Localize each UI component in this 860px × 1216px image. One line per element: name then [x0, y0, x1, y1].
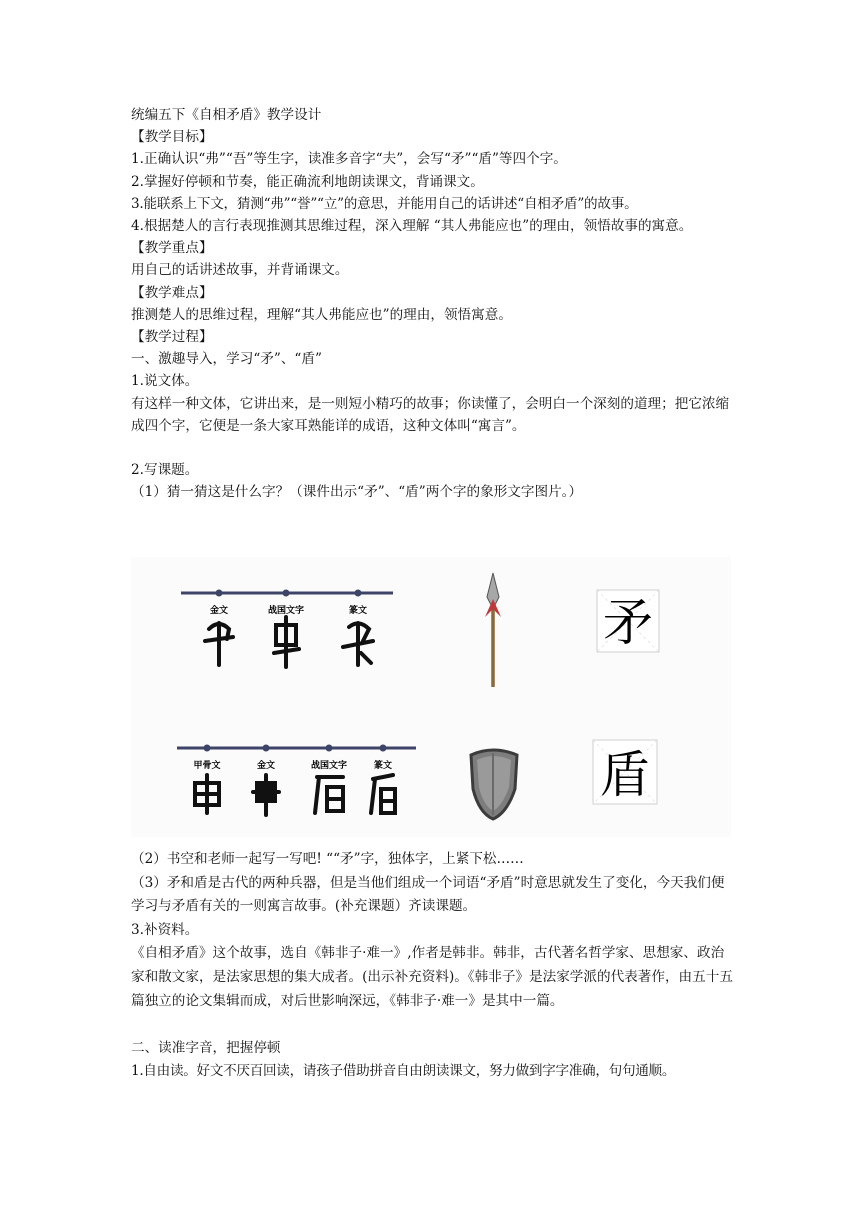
s1-step2-title: 2.写课题。	[131, 462, 199, 479]
s1-step3-text: 《自相矛盾》这个故事，选自《韩非子·难一》,作者是韩非。韩非，古代著名哲学家、思想家、政治家和散文家，是法家思想的集大成者。(出示补充资料)。《韩非子》是法家学派的代表著作，由五十五篇独立的论文集辑而成，对后世影响深远，《韩非子·难一》是其中一篇。	[131, 945, 733, 1009]
key-heading: 【教学重点】	[131, 240, 213, 257]
text-lower	[131, 848, 733, 1084]
section2-title: 二、读准字音，把握停顿	[131, 1039, 281, 1056]
mao-label-zhanguo: 战国文字	[267, 606, 305, 616]
s1-step1-text: 有这样一种文体，它讲出来，是一则短小精巧的故事；你读懂了，会明白一个深刻的道理；把它浓缩成四个字，它便是一条大家耳熟能详的成语，这种文体叫“寓言”。	[131, 395, 730, 434]
process-heading: 【教学过程】	[131, 329, 213, 346]
dun-ancient-glyphs-icon	[195, 775, 395, 815]
mao-label-zhuanwen: 篆文	[348, 606, 368, 616]
timeline-dot	[380, 745, 387, 752]
dun-label-zhuanwen: 篆文	[373, 761, 393, 771]
pictograph-illustration	[131, 557, 731, 837]
dun-label-zhanguo: 战国文字	[310, 761, 348, 771]
mao-ancient-glyphs-icon	[205, 617, 373, 667]
dun-label-jiaguwen: 甲骨文	[193, 761, 221, 771]
timeline-dot	[263, 745, 270, 752]
timeline-dot	[204, 745, 211, 752]
dun-label-jinwen: 金文	[256, 761, 276, 771]
section1-title: 一、激趣导入，学习“矛”、“盾”	[131, 351, 322, 368]
spear-icon	[485, 573, 501, 687]
doc-title: 统编五下《自相矛盾》教学设计	[131, 107, 322, 123]
blank-line	[131, 1013, 733, 1037]
timeline-dot	[283, 590, 290, 597]
goal-item-3: 3.能联系上下文，猜测“弗”“誉”“立”的意思，并能用自己的话讲述“自相矛盾”的故事。	[131, 195, 638, 212]
mao-label-jinwen: 金文	[209, 606, 229, 616]
timeline-dot	[216, 590, 223, 597]
s1-step3-title: 3.补资料。	[131, 921, 199, 938]
key-text: 用自己的话讲述故事，并背诵课文。	[131, 262, 349, 279]
blank-line	[131, 437, 733, 459]
text-upper	[131, 104, 733, 504]
goal-item-2: 2.掌握好停顿和节奏，能正确流利地朗读课文，背诵课文。	[131, 173, 484, 190]
dun-char: 盾	[600, 746, 650, 804]
s1-step1-title: 1.说文体。	[131, 373, 199, 390]
timeline-dot	[326, 745, 333, 752]
s2-step1-text: 1.自由读。好文不厌百回读，请孩子借助拼音自由朗读课文，努力做到字字准确，句句通顺。	[131, 1063, 676, 1080]
timeline-dot	[355, 590, 362, 597]
s1-step2-q1: （1）猜一猜这是什么字？（课件出示“矛”、“盾”两个字的象形文字图片。）	[131, 484, 583, 501]
shield-icon	[471, 750, 517, 819]
goal-item-1: 1.正确认识“弗”“吾”等生字，读准多音字“夫”，会写“矛”“盾”等四个字。	[131, 151, 567, 168]
mao-char: 矛	[603, 594, 653, 652]
s1-step2-q2: （2）书空和老师一起写一写吧! ““矛”字，独体字，上紧下松……	[131, 851, 524, 867]
difficulty-heading: 【教学难点】	[131, 284, 213, 301]
goals-heading: 【教学目标】	[131, 129, 213, 146]
goal-item-4: 4.根据楚人的言行表现推测其思维过程，深入理解 “其人弗能应也”的理由，领悟故事的寓意。	[131, 218, 693, 235]
mao-dun-figure	[131, 557, 731, 837]
difficulty-text: 推测楚人的思维过程，理解“其人弗能应也”的理由，领悟寓意。	[131, 306, 512, 323]
s1-step2-q3: （3）矛和盾是古代的两种兵器，但是当他们组成一个词语“矛盾”时意思就发生了变化，今天我们便学习与矛盾有关的一则寓言故事。(补充课题）齐读课题。	[131, 874, 725, 915]
